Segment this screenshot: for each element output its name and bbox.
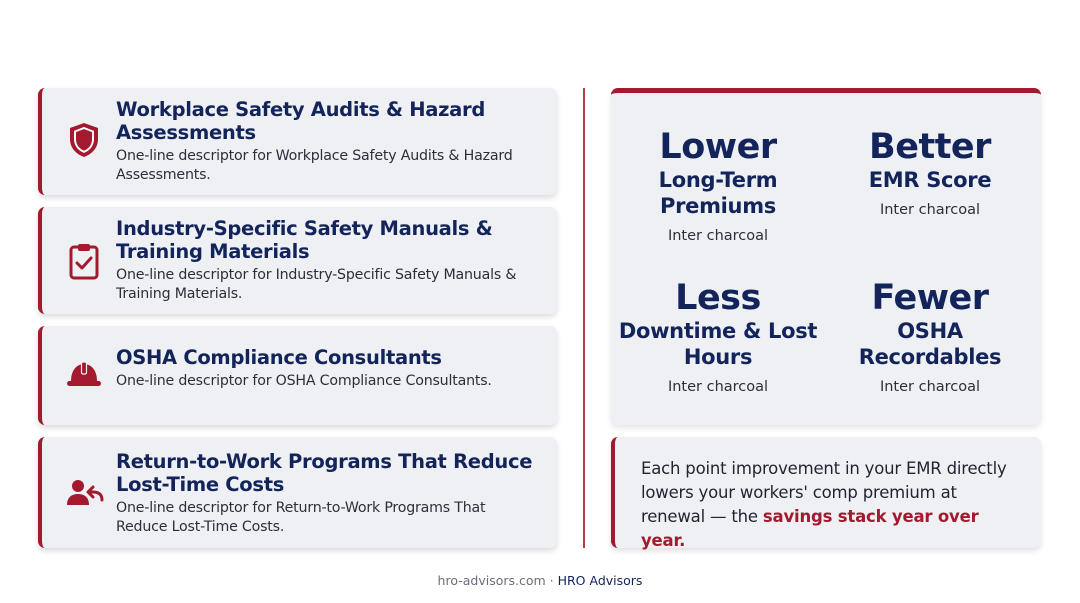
benefit-heading: Fewer [871, 278, 989, 318]
service-card-return-to-work [38, 437, 557, 548]
callout-body: Each point improvement in your EMR directly lowers your workers' comp premium at renewal — the [641, 459, 1007, 526]
service-title: Return-to-Work Programs That Reduce Lost-Time Costs [116, 450, 533, 496]
clipboard-check-icon [62, 239, 106, 283]
footer-separator: · [545, 573, 558, 588]
column-divider [583, 88, 585, 548]
service-card-safety-manuals [38, 207, 557, 314]
benefit-subheading: OSHA Recordables [858, 319, 1002, 369]
service-description: One-line descriptor for Return-to-Work Programs That Reduce Lost-Time Costs. [116, 500, 486, 535]
hard-hat-icon [62, 352, 106, 396]
service-description: One-line descriptor for Industry-Specific Safety Manuals & Training Materials. [116, 267, 517, 302]
benefit-subheading: Downtime & Lost Hours [618, 319, 818, 369]
benefit-heading: Better [869, 127, 991, 167]
service-title: Workplace Safety Audits & Hazard Assessments [116, 98, 485, 144]
footer [0, 573, 1080, 588]
shield-icon [62, 118, 106, 162]
benefit-note: Inter charcoal [879, 202, 981, 218]
service-description: One-line descriptor for Workplace Safety Audits & Hazard Assessments. [116, 148, 513, 183]
benefit-fewer-recordables [830, 278, 1030, 396]
benefit-subheading: EMR Score [868, 168, 992, 192]
service-card-safety-audits [38, 88, 557, 195]
callout-text [641, 457, 1023, 553]
benefit-note: Inter charcoal [667, 379, 769, 395]
footer-brand: HRO Advisors [557, 573, 643, 588]
benefit-heading: Lower [659, 127, 777, 167]
benefit-better-emr [830, 127, 1030, 219]
service-title: OSHA Compliance Consultants [116, 346, 442, 369]
benefit-less-downtime [618, 278, 818, 396]
emr-callout [611, 437, 1041, 548]
callout-highlight: savings stack year over year. [641, 507, 979, 550]
benefits-panel [611, 88, 1041, 425]
footer-site: hro-advisors.com [437, 573, 546, 588]
benefit-note: Inter charcoal [879, 379, 981, 395]
benefit-note: Inter charcoal [667, 228, 769, 244]
benefit-subheading: Long-Term Premiums [658, 168, 778, 218]
user-return-icon [62, 471, 106, 515]
service-title: Industry-Specific Safety Manuals & Training Materials [116, 217, 493, 263]
benefit-lower-premiums [618, 127, 818, 245]
service-card-osha-consultants [38, 326, 557, 425]
benefit-heading: Less [675, 278, 761, 318]
service-description: One-line descriptor for OSHA Compliance Consultants. [116, 373, 492, 389]
